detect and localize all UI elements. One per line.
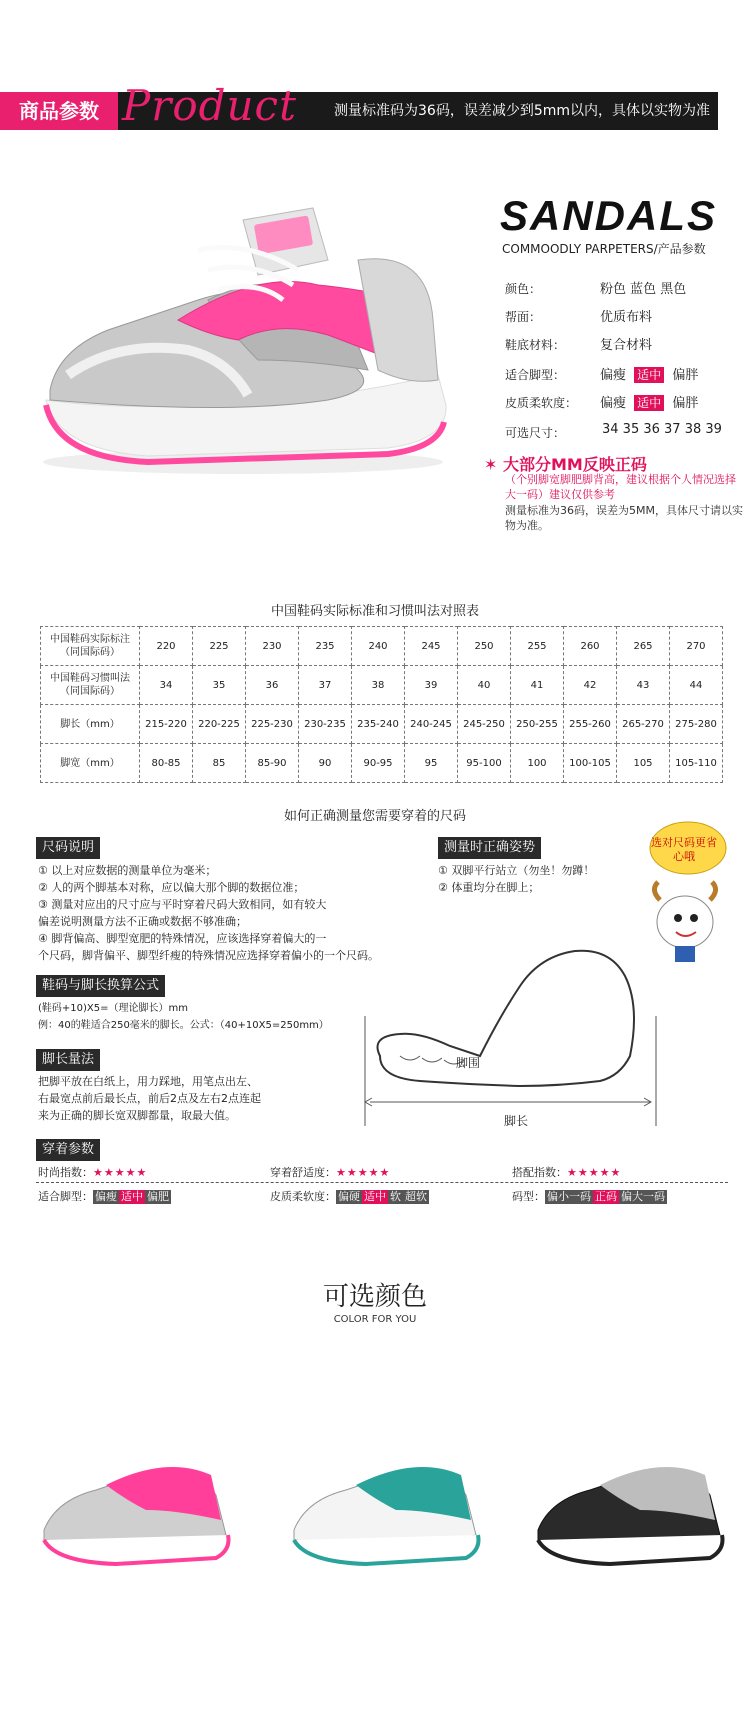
row-header: 中国鞋码习惯叫法 （同国际码） (41, 666, 140, 705)
table-cell: 43 (617, 666, 670, 705)
size-note-text: ① 以上对应数据的测量单位为毫米； ② 人的两个脚基本对称，应以偏大那个脚的数据位准； ③ 测量对应出的尺寸应与平时穿着尺码大致相同，如有较大 偏差说明测量方法不正确或数据不够准确； ④ 脚背偏高、脚型宽肥的特殊情况，应该选择穿着偏大的一 个尺码，脚背偏平、脚型纤瘦的特殊情况应选择穿着偏小的一个尺码。 (38, 864, 379, 962)
size-table-title: 中国鞋码实际标准和习惯叫法对照表 (270, 604, 479, 619)
table-cell: 105-110 (670, 744, 723, 783)
table-cell: 235-240 (352, 705, 405, 744)
fashion-rating: 时尚指数：★★★★★ (38, 1166, 148, 1179)
table-row (41, 666, 723, 705)
notice-red: （个别脚宽脚肥脚背高，建议根据个人情况选择大一码）建议仅供参考 (505, 473, 736, 501)
table-cell: 245 (405, 627, 458, 666)
table-cell: 270 (670, 627, 723, 666)
table-cell: 40 (458, 666, 511, 705)
table-cell: 90-95 (352, 744, 405, 783)
row-header: 中国鞋码实际标注 （同国际码） (41, 627, 140, 666)
table-row (41, 744, 723, 783)
table-cell: 35 (193, 666, 246, 705)
size-note-label: 尺码说明 (36, 836, 100, 859)
foot-girth-label: 脚围 (456, 1056, 481, 1070)
spec-value-sole: 复合材料 (600, 338, 653, 353)
table-cell: 38 (352, 666, 405, 705)
method-label: 脚长量法 (36, 1048, 100, 1071)
table-cell: 100 (511, 744, 564, 783)
option-selected: 适中 (634, 367, 664, 383)
spec-key-sizes: 可选尺寸： (505, 426, 566, 440)
spec-value-upper: 优质布料 (600, 310, 653, 325)
table-cell: 235 (299, 627, 352, 666)
table-cell: 265-270 (617, 705, 670, 744)
table-row (41, 705, 723, 744)
table-cell: 250-255 (511, 705, 564, 744)
softness-scale: 皮质柔软度： 偏硬 适中 软 超软 (270, 1190, 427, 1203)
table-cell: 260 (564, 627, 617, 666)
spec-foot-type-options (600, 364, 698, 383)
spec-key-foot-type: 适合脚型： (505, 368, 566, 382)
option-wide: 偏胖 (672, 368, 699, 383)
table-cell: 90 (299, 744, 352, 783)
table-cell: 230 (246, 627, 299, 666)
colors-title: 可选颜色 (322, 1282, 427, 1312)
wear-label: 穿着参数 (36, 1138, 100, 1161)
row-header: 脚宽（mm） (41, 744, 140, 783)
posture-label: 测量时正确姿势 (438, 836, 541, 859)
comfort-rating: 穿着舒适度：★★★★★ (270, 1166, 391, 1179)
table-cell: 255 (511, 627, 564, 666)
measure-title: 如何正确测量您需要穿着的尺码 (283, 809, 466, 824)
table-cell: 275-280 (670, 705, 723, 744)
table-cell: 42 (564, 666, 617, 705)
table-cell: 95-100 (458, 744, 511, 783)
spec-subtitle: COMMOODLY PARPETERS/产品参数 (502, 242, 706, 256)
spec-softness-options (600, 392, 698, 411)
star-rating-icon: ★★★★★ (336, 1166, 391, 1179)
shoe-pink-image (36, 1440, 236, 1570)
star-icon: ✶ (484, 455, 498, 474)
size-table (40, 626, 723, 783)
product-script-title: Product (122, 81, 297, 130)
spec-value-color: 粉色 蓝色 黑色 (600, 282, 687, 297)
table-cell: 100-105 (564, 744, 617, 783)
table-cell: 41 (511, 666, 564, 705)
shoe-teal-image (286, 1440, 486, 1570)
spec-key-color: 颜色： (505, 282, 542, 296)
spec-key-upper: 帮面： (505, 310, 542, 324)
star-rating-icon: ★★★★★ (93, 1166, 148, 1179)
star-rating-icon: ★★★★★ (567, 1166, 622, 1179)
notice-title: ✶ 大部分MM反映正码 (484, 455, 647, 474)
spec-key-softness: 皮质柔软度： (505, 396, 578, 410)
row-header: 脚长（mm） (41, 705, 140, 744)
table-cell: 36 (246, 666, 299, 705)
table-cell: 37 (299, 666, 352, 705)
table-cell: 105 (617, 744, 670, 783)
spec-value-sizes: 34 35 36 37 38 39 (602, 422, 722, 437)
spec-key-sole: 鞋底材料： (505, 338, 566, 352)
table-cell: 44 (670, 666, 723, 705)
table-cell: 39 (405, 666, 458, 705)
table-cell: 240 (352, 627, 405, 666)
option-selected: 适中 (634, 395, 664, 411)
option-wide: 偏胖 (672, 396, 699, 411)
shoe-black-image (530, 1440, 730, 1570)
table-cell: 225-230 (246, 705, 299, 744)
section-label: 商品参数 (0, 92, 118, 130)
table-cell: 250 (458, 627, 511, 666)
divider (36, 1182, 728, 1183)
table-cell: 255-260 (564, 705, 617, 744)
notice-gray: 测量标准为36码，误差为5MM，具体尺寸请以实物为准。 (505, 504, 743, 532)
formula-label: 鞋码与脚长换算公式 (36, 974, 165, 997)
header-note: 测量标准码为36码，误差减少到5mm以内，具体以实物为准 (334, 103, 710, 119)
mascot-bubble-text: 选对尺码更省心哦 (651, 836, 717, 863)
table-cell: 220 (140, 627, 193, 666)
method-text: 把脚平放在白纸上，用力踩地，用笔点出左、 右最宽点前后最长点，前后2点及左右2点连起 来为正确的脚长宽双脚都量，取最大值。 (38, 1075, 261, 1122)
table-cell: 85 (193, 744, 246, 783)
table-cell: 225 (193, 627, 246, 666)
table-cell: 80-85 (140, 744, 193, 783)
foot-type-scale: 适合脚型： 偏瘦 适中 偏肥 (38, 1190, 169, 1203)
match-rating: 搭配指数：★★★★★ (512, 1166, 622, 1179)
spec-title: SANDALS (500, 192, 718, 239)
table-cell: 245-250 (458, 705, 511, 744)
formula-text: (鞋码+10)X5=（理论脚长）mm 例：40的鞋适合250毫米的脚长。公式：（40+10X5=250mm） (38, 1003, 329, 1031)
table-cell: 95 (405, 744, 458, 783)
table-cell: 240-245 (405, 705, 458, 744)
table-cell: 215-220 (140, 705, 193, 744)
foot-length-label: 脚长 (500, 1112, 532, 1129)
fit-scale: 码型： 偏小一码 正码 偏大一码 (512, 1190, 665, 1203)
option-thin: 偏瘦 (600, 396, 627, 411)
posture-text: ① 双脚平行站立（勿坐！勿蹲！ ② 体重均分在脚上； (438, 864, 595, 894)
table-cell: 220-225 (193, 705, 246, 744)
table-cell: 34 (140, 666, 193, 705)
main-shoe-image (28, 200, 448, 490)
table-row (41, 627, 723, 666)
colors-subtitle: COLOR FOR YOU (333, 1314, 417, 1325)
option-thin: 偏瘦 (600, 368, 627, 383)
table-cell: 85-90 (246, 744, 299, 783)
table-cell: 230-235 (299, 705, 352, 744)
table-cell: 265 (617, 627, 670, 666)
